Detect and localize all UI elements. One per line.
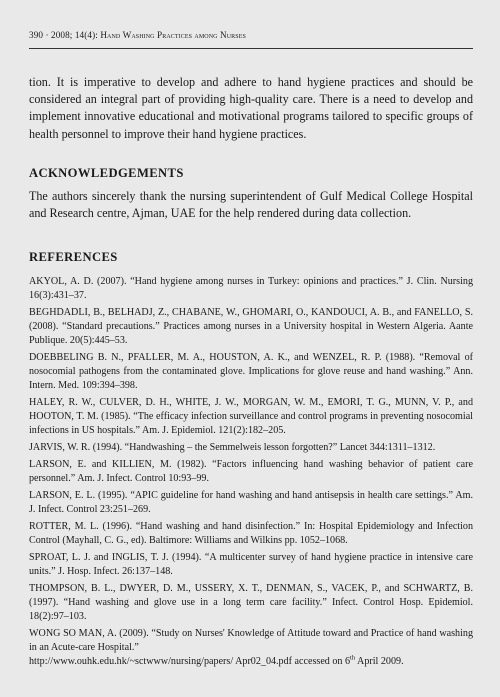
reference-item: ROTTER, M. L. (1996). “Hand washing and hand disinfection.” In: Hospital Epidemiology and Infection Control (Mayhall, C. G., ed). Baltimore: Williams and Wilkins pp. 1052–1068. (29, 521, 473, 547)
reference-item: JARVIS, W. R. (1994). “Handwashing – the Semmelweis lesson forgotten?” Lancet 344:1311–1312. (29, 442, 436, 454)
reference-access-date: April 2009. (355, 656, 404, 668)
reference-item: BEGHDADLI, B., BELHADJ, Z., CHABANE, W., GHOMARI, O., KANDOUCI, A. B., and FANELLO, S. (2008). “Standard precautions.” Practices among nurses in a University hospital in Western Algeria. Aante Publique. 20(5):445–53. (29, 307, 473, 347)
reference-item-last (29, 627, 473, 669)
reference-url-line[interactable] (29, 655, 473, 669)
running-title: Hand Washing Practices among Nurses (100, 30, 246, 40)
header-rule (29, 48, 473, 49)
reference-item: LARSON, E. and KILLIEN, M. (1982). “Factors influencing hand washing behavior of patient care personnel.” Am. J. Infect. Control 10:93–99. (29, 459, 473, 485)
reference-item: SPROAT, L. J. and INGLIS, T. J. (1994). “A multicenter survey of hand hygiene practice in intensive care units.” J. Hosp. Infect. 26:137–148. (29, 552, 473, 578)
intro-paragraph: tion. It is imperative to develop and adhere to hand hygiene practices and should be considered an integral part of providing high-quality care. There is a need to develop and implement innovative educational and motivational programs tailored to specific groups of health personnel to improve their hand hygiene practices. (29, 75, 473, 141)
reference-item: HALEY, R. W., CULVER, D. H., WHITE, J. W., MORGAN, W. M., EMORI, T. G., MUNN, V. P., and HOOTON, T. M. (1985). “The efficacy infection surveillance and control programs in preventing nosocomial infections in US hospitals.” Am. J. Epidemiol. 121(2):182–205. (29, 397, 473, 437)
acknowledgements-text: The authors sincerely thank the nursing superintendent of Gulf Medical College Hospital and Research centre, Ajman, UAE for the help rendered during data collection. (29, 188, 473, 221)
reference-url-text[interactable]: http://www.ouhk.edu.hk/~sctwww/nursing/papers/ Apr02_04.pdf accessed on 6 (29, 656, 351, 668)
running-header (29, 0, 473, 44)
reference-item: THOMPSON, B. L., DWYER, D. M., USSERY, X. T., DENMAN, S., VACEK, P., and SCHWARTZ, B. (1997). “Hand washing and glove use in a long term care facility.” Infect. Control Hosp. Epidemiol. 18(2):97–103. (29, 583, 473, 623)
acknowledgements-heading: ACKNOWLEDGEMENTS (29, 165, 184, 180)
ordinal-suffix: th (350, 654, 356, 662)
reference-item: AKYOL, A. D. (2007). “Hand hygiene among nurses in Turkey: opinions and practices.” J. Clin. Nursing 16(3):431–37. (29, 276, 473, 302)
reference-item: DOEBBELING B. N., PFALLER, M. A., HOUSTON, A. K., and WENZEL, R. P. (1988). “Removal of nosocomial pathogens from the contaminated glove. Implications for glove reuse and hand washing.” Ann. Intern. Med. 109:394–398. (29, 352, 473, 392)
reference-text: WONG SO MAN, A. (2009). “Study on Nurses' Knowledge of Attitude toward and Practice of hand washing in an Acute-care Hospital.” (29, 628, 473, 654)
page-info: 390 · 2008; 14(4): (29, 30, 101, 40)
reference-list (29, 275, 473, 669)
reference-item: LARSON, E. L. (1995). “APIC guideline for hand washing and hand antisepsis in health care settings.” Am. J. Infect. Control 23:251–269. (29, 490, 473, 516)
references-heading: REFERENCES (29, 250, 118, 265)
